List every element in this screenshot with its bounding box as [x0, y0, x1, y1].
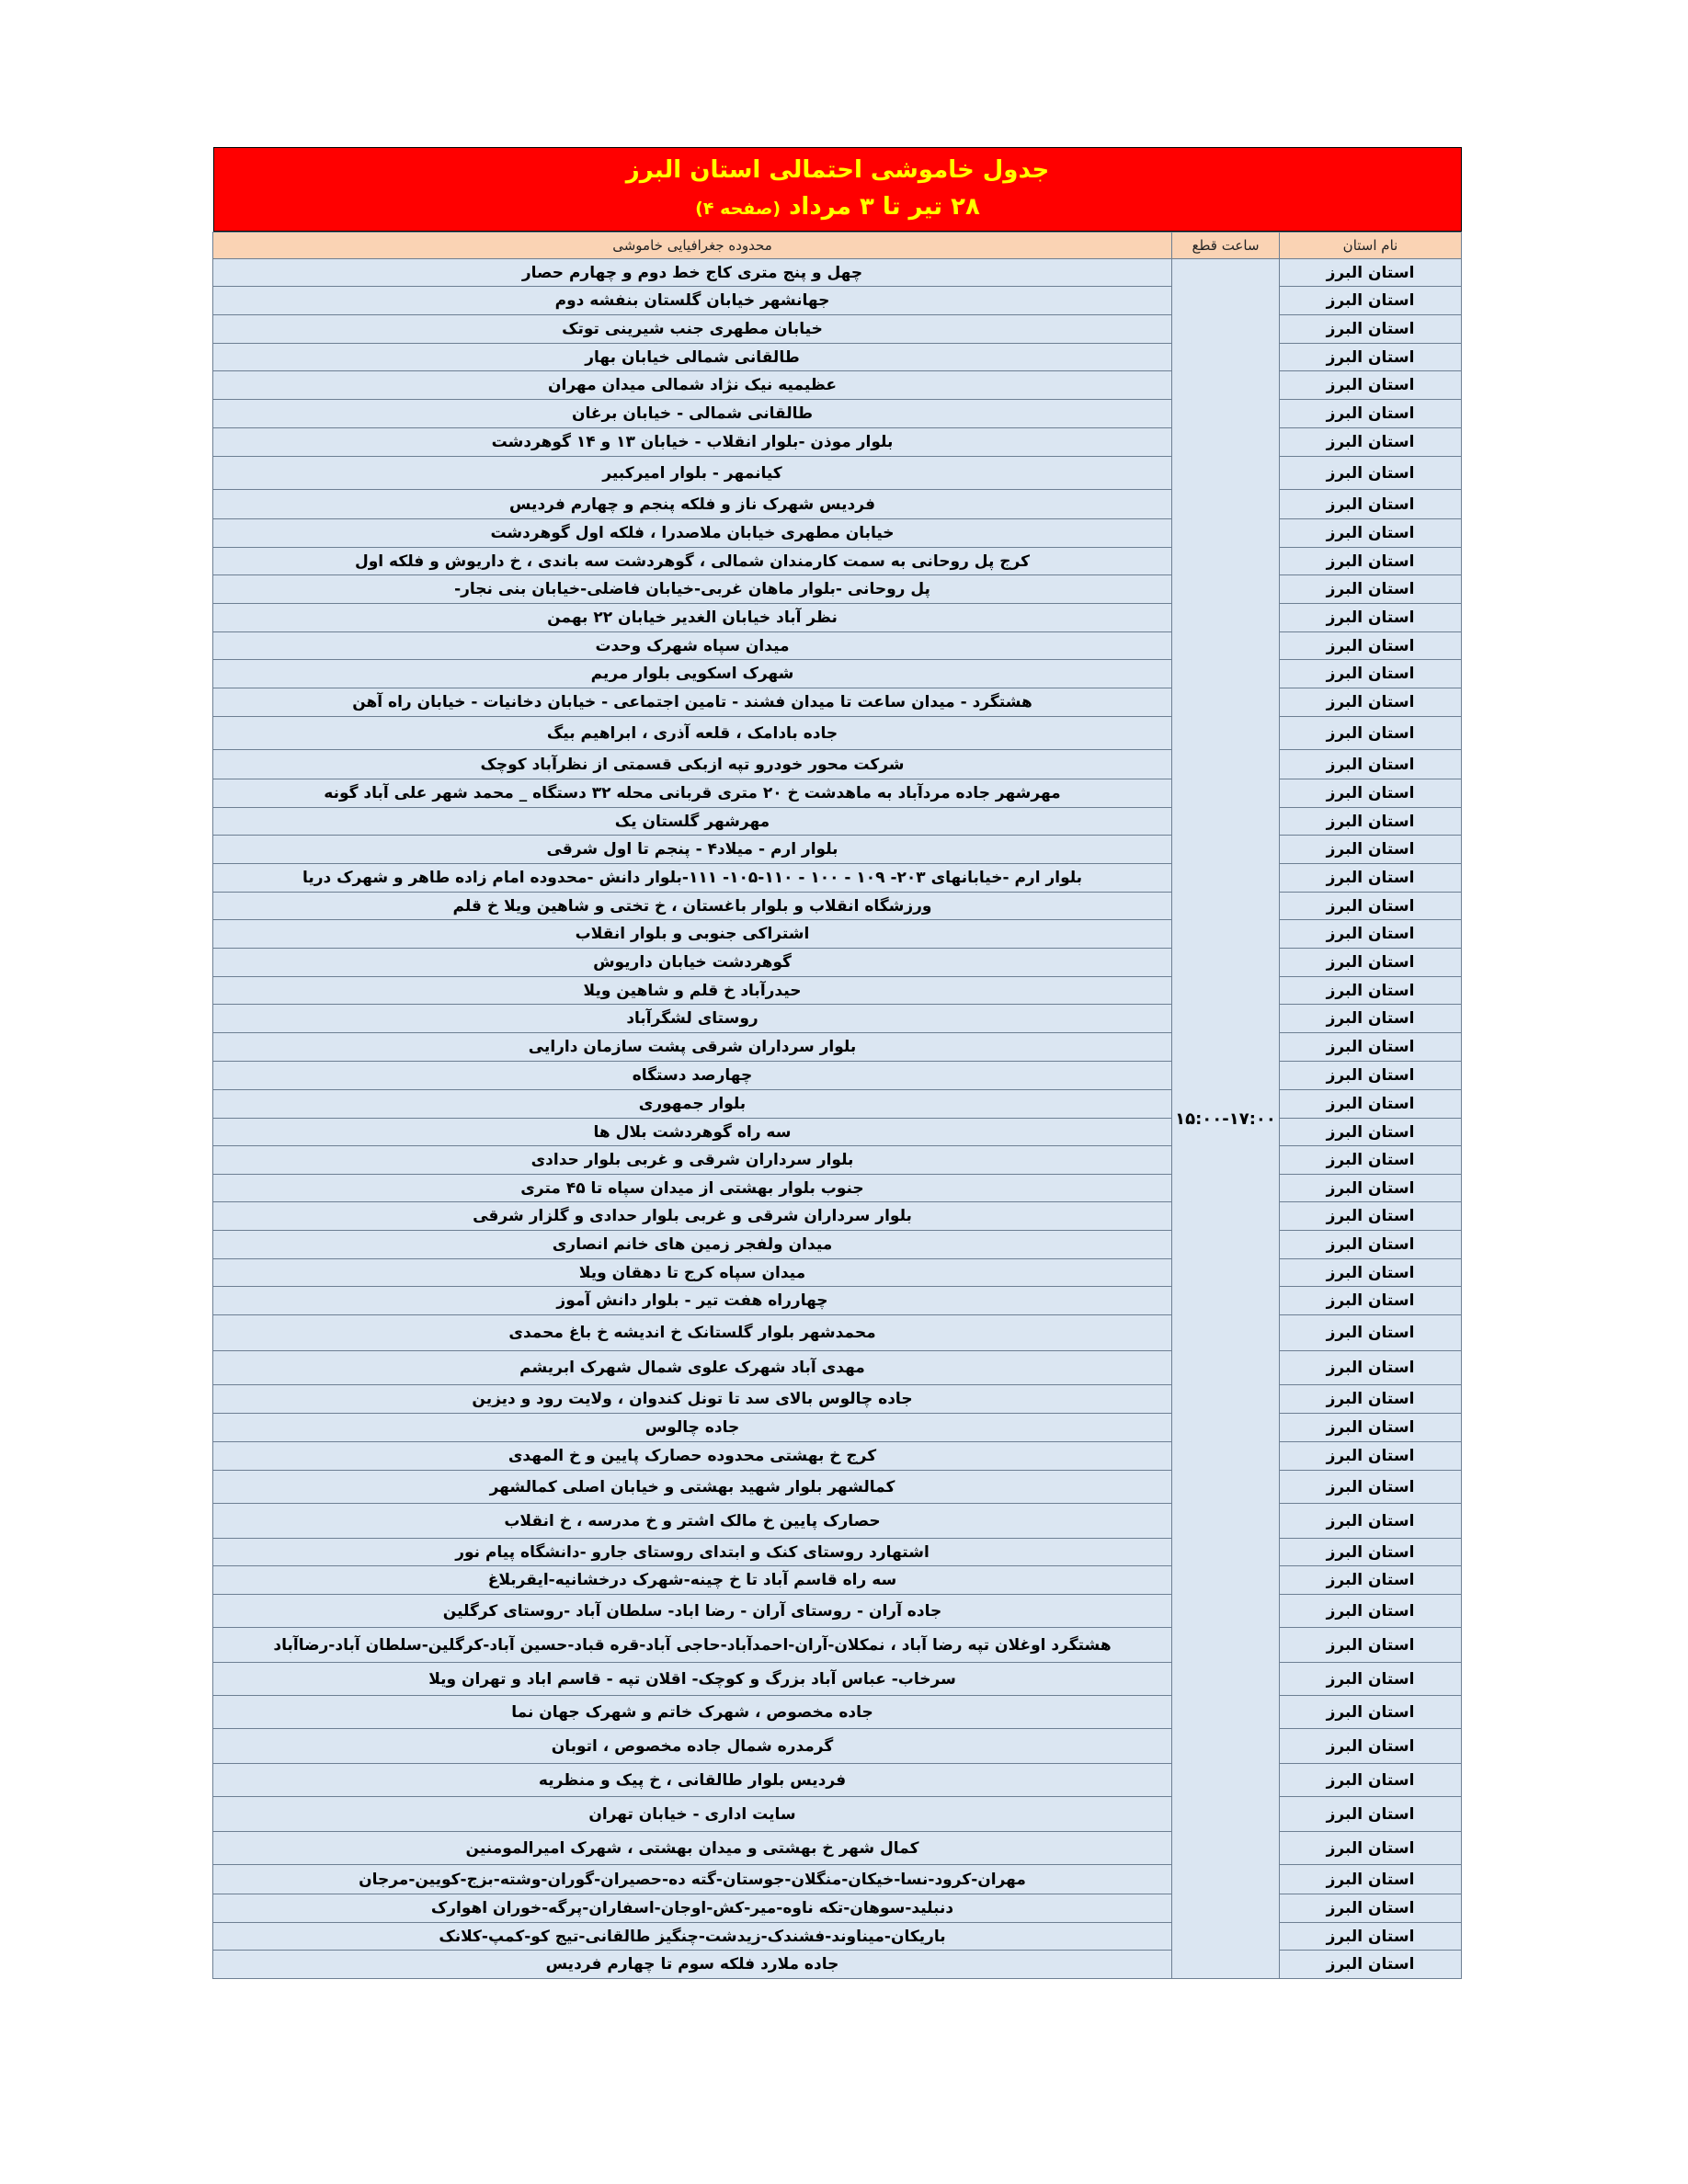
header-time: ساعت قطع	[1172, 233, 1280, 259]
table-body	[213, 259, 1462, 1979]
area-cell: بلوار موذن -بلوار انقلاب - خیابان ۱۳ و ۱۴ گوهردشت	[213, 428, 1172, 457]
province-cell: استان البرز	[1280, 1414, 1462, 1442]
area-cell: اشتهارد روستای کنک و ابتدای روستای جارو -دانشگاه پیام نور	[213, 1539, 1172, 1566]
area-cell: چهارراه هفت تیر - بلوار دانش آموز	[213, 1287, 1172, 1315]
province-cell: استان البرز	[1280, 344, 1462, 371]
title-line-1: جدول خاموشی احتمالی استان البرز	[625, 156, 1050, 184]
area-cell: جنوب بلوار بهشتی از میدان سپاه تا ۴۵ متری	[213, 1175, 1172, 1202]
header-area: محدوده جغرافیایی خاموشی	[213, 233, 1172, 259]
area-cell: جاده ملارد فلکه سوم تا چهارم فردیس	[213, 1951, 1172, 1979]
area-cell: خیابان مطهری جنب شیرینی توتک	[213, 315, 1172, 344]
area-cell: بلوار ارم -خیابانهای ۲۰۳- ۱۰۹ - ۱۰۰ - ۱۱۰-۱۰۵- ۱۱۱-بلوار دانش -محدوده امام زاده طاهر و شهرک دریا	[213, 864, 1172, 893]
table-row	[213, 259, 1462, 287]
province-cell: استان البرز	[1280, 548, 1462, 575]
province-cell: استان البرز	[1280, 428, 1462, 457]
province-cell: استان البرز	[1280, 1385, 1462, 1414]
title-line-2	[695, 188, 980, 227]
area-cell: عظیمیه نیک نژاد شمالی میدان مهران	[213, 371, 1172, 400]
area-cell: هشتگرد - میدان ساعت تا میدان فشند - تامین اجتماعی - خیابان دخانیات - خیابان راه آهن	[213, 688, 1172, 717]
area-cell: کیانمهر - بلوار امیرکبیر	[213, 457, 1172, 490]
area-cell: سایت اداری - خیابان تهران	[213, 1797, 1172, 1832]
area-cell: سه راه قاسم آباد تا خ چینه-شهرک درخشانیه-ایقربلاغ	[213, 1566, 1172, 1595]
area-cell: طالقانی شمالی خیابان بهار	[213, 344, 1172, 371]
title-banner	[213, 147, 1462, 232]
area-cell: بلوار جمهوری	[213, 1090, 1172, 1119]
area-cell: جاده بادامک ، قلعه آذری ، ابراهیم بیگ	[213, 717, 1172, 750]
province-cell: استان البرز	[1280, 1539, 1462, 1566]
area-cell: بلوار سرداران شرقی و غربی بلوار حدادی و گلزار شرقی	[213, 1202, 1172, 1231]
province-cell: استان البرز	[1280, 1663, 1462, 1696]
page-note: (صفحه ۴)	[695, 199, 781, 219]
area-cell: جهانشهر خیابان گلستان بنفشه دوم	[213, 287, 1172, 315]
province-cell: استان البرز	[1280, 688, 1462, 717]
province-cell: استان البرز	[1280, 836, 1462, 864]
province-cell: استان البرز	[1280, 660, 1462, 688]
province-cell: استان البرز	[1280, 1628, 1462, 1663]
outage-table	[212, 232, 1462, 1979]
area-cell: هشتگرد اوغلان تپه رضا آباد ، نمکلان-آران-احمدآباد-حاجی آباد-قره قباد-حسین آباد-کرگلین-سلطان آباد-رضاآباد	[213, 1628, 1172, 1663]
province-cell: استان البرز	[1280, 519, 1462, 548]
province-cell: استان البرز	[1280, 1175, 1462, 1202]
area-cell: گوهردشت خیابان داریوش	[213, 949, 1172, 977]
area-cell: کمال شهر خ بهشتی و میدان بهشتی ، شهرک امیرالمومنین	[213, 1832, 1172, 1865]
area-cell: خیابان مطهری خیابان ملاصدرا ، فلکه اول گوهردشت	[213, 519, 1172, 548]
province-cell: استان البرز	[1280, 1504, 1462, 1539]
province-cell: استان البرز	[1280, 1566, 1462, 1595]
area-cell: اشتراکی جنوبی و بلوار انقلاب	[213, 920, 1172, 949]
header-province: نام استان	[1280, 233, 1462, 259]
province-cell: استان البرز	[1280, 259, 1462, 287]
province-cell: استان البرز	[1280, 1595, 1462, 1628]
area-cell: چهل و پنج متری کاج خط دوم و چهارم حصار	[213, 259, 1172, 287]
area-cell: مهرشهر گلستان یک	[213, 808, 1172, 836]
area-cell: سرخاب- عباس آباد بزرگ و کوچک- اقلان تپه - قاسم اباد و تهران ویلا	[213, 1663, 1172, 1696]
province-cell: استان البرز	[1280, 1146, 1462, 1175]
province-cell: استان البرز	[1280, 1315, 1462, 1351]
area-cell: سه راه گوهردشت بلال ها	[213, 1119, 1172, 1146]
province-cell: استان البرز	[1280, 1729, 1462, 1764]
area-cell: روستای لشگرآباد	[213, 1005, 1172, 1033]
province-cell: استان البرز	[1280, 1797, 1462, 1832]
area-cell: ورزشگاه انقلاب و بلوار باغستان ، خ تختی و شاهین ویلا خ قلم	[213, 893, 1172, 920]
province-cell: استان البرز	[1280, 750, 1462, 779]
province-cell: استان البرز	[1280, 490, 1462, 519]
area-cell: شرکت محور خودرو تپه ازبکی قسمتی از نظرآباد کوچک	[213, 750, 1172, 779]
province-cell: استان البرز	[1280, 808, 1462, 836]
area-cell: بلوار سرداران شرقی پشت سازمان دارایی	[213, 1033, 1172, 1062]
area-cell: پل روحانی -بلوار ماهان غربی-خیابان فاضلی-خیابان بنی نجار-	[213, 575, 1172, 604]
province-cell: استان البرز	[1280, 1090, 1462, 1119]
province-cell: استان البرز	[1280, 1033, 1462, 1062]
area-cell: بلوار سرداران شرقی و غربی بلوار حدادی	[213, 1146, 1172, 1175]
province-cell: استان البرز	[1280, 457, 1462, 490]
area-cell: فردیس بلوار طالقانی ، خ پیک و منظریه	[213, 1764, 1172, 1797]
area-cell: فردیس شهرک ناز و فلکه پنجم و چهارم فردیس	[213, 490, 1172, 519]
province-cell: استان البرز	[1280, 1865, 1462, 1894]
province-cell: استان البرز	[1280, 717, 1462, 750]
area-cell: طالقانی شمالی - خیابان برغان	[213, 400, 1172, 428]
province-cell: استان البرز	[1280, 575, 1462, 604]
province-cell: استان البرز	[1280, 315, 1462, 344]
province-cell: استان البرز	[1280, 287, 1462, 315]
area-cell: مهرشهر جاده مردآباد به ماهدشت خ ۲۰ متری قربانی محله ۳۲ دستگاه _ محمد شهر علی آباد گونه	[213, 779, 1172, 808]
province-cell: استان البرز	[1280, 1259, 1462, 1287]
province-cell: استان البرز	[1280, 1062, 1462, 1090]
area-cell: حصارک پایین خ مالک اشتر و خ مدرسه ، خ انقلاب	[213, 1504, 1172, 1539]
province-cell: استان البرز	[1280, 371, 1462, 400]
province-cell: استان البرز	[1280, 949, 1462, 977]
province-cell: استان البرز	[1280, 920, 1462, 949]
area-cell: کرج پل روحانی به سمت کارمندان شمالی ، گوهردشت سه باندی ، خ داریوش و فلکه اول	[213, 548, 1172, 575]
date-range: ۲۸ تیر تا ۳ مرداد	[789, 193, 980, 221]
area-cell: بلوار ارم - میلاد۴ - پنجم تا اول شرقی	[213, 836, 1172, 864]
province-cell: استان البرز	[1280, 779, 1462, 808]
area-cell: کمالشهر بلوار شهید بهشتی و خیابان اصلی کمالشهر	[213, 1471, 1172, 1504]
province-cell: استان البرز	[1280, 1231, 1462, 1259]
area-cell: جاده چالوس	[213, 1414, 1172, 1442]
area-cell: جاده آران - روستای آران - رضا اباد- سلطان آباد -روستای کرگلین	[213, 1595, 1172, 1628]
province-cell: استان البرز	[1280, 1287, 1462, 1315]
area-cell: جاده چالوس بالای سد تا تونل کندوان ، ولایت رود و دیزین	[213, 1385, 1172, 1414]
area-cell: شهرک اسکویی بلوار مریم	[213, 660, 1172, 688]
province-cell: استان البرز	[1280, 1894, 1462, 1923]
area-cell: چهارصد دستگاه	[213, 1062, 1172, 1090]
area-cell: محمدشهر بلوار گلستانک خ اندیشه خ باغ محمدی	[213, 1315, 1172, 1351]
area-cell: میدان سپاه کرج تا دهقان ویلا	[213, 1259, 1172, 1287]
area-cell: نظر آباد خیابان الغدیر خیابان ۲۲ بهمن	[213, 604, 1172, 632]
area-cell: حیدرآباد خ قلم و شاهین ویلا	[213, 977, 1172, 1005]
province-cell: استان البرز	[1280, 1442, 1462, 1471]
province-cell: استان البرز	[1280, 977, 1462, 1005]
province-cell: استان البرز	[1280, 1923, 1462, 1951]
province-cell: استان البرز	[1280, 1696, 1462, 1729]
province-cell: استان البرز	[1280, 632, 1462, 660]
header-row	[213, 233, 1462, 259]
outage-time-cell: ۱۵:۰۰-۱۷:۰۰	[1172, 259, 1280, 1979]
province-cell: استان البرز	[1280, 1202, 1462, 1231]
province-cell: استان البرز	[1280, 604, 1462, 632]
area-cell: میدان سپاه شهرک وحدت	[213, 632, 1172, 660]
province-cell: استان البرز	[1280, 1119, 1462, 1146]
province-cell: استان البرز	[1280, 1951, 1462, 1979]
area-cell: کرج خ بهشتی محدوده حصارک پایین و خ المهدی	[213, 1442, 1172, 1471]
area-cell: میدان ولفجر زمین های خانم انصاری	[213, 1231, 1172, 1259]
area-cell: مهران-کرود-نسا-خیکان-منگلان-جوستان-گته ده-حصیران-گوران-وشته-بزج-کویین-مرجان	[213, 1865, 1172, 1894]
area-cell: باریکان-میناوند-فشندک-زیدشت-چنگیز طالقانی-تیج کو-کمپ-کلانک	[213, 1923, 1172, 1951]
province-cell: استان البرز	[1280, 400, 1462, 428]
area-cell: مهدی آباد شهرک علوی شمال شهرک ابریشم	[213, 1351, 1172, 1385]
area-cell: گرمدره شمال جاده مخصوص ، اتوبان	[213, 1729, 1172, 1764]
province-cell: استان البرز	[1280, 893, 1462, 920]
province-cell: استان البرز	[1280, 1005, 1462, 1033]
province-cell: استان البرز	[1280, 1832, 1462, 1865]
province-cell: استان البرز	[1280, 1351, 1462, 1385]
area-cell: جاده مخصوص ، شهرک خاتم و شهرک جهان نما	[213, 1696, 1172, 1729]
province-cell: استان البرز	[1280, 864, 1462, 893]
province-cell: استان البرز	[1280, 1471, 1462, 1504]
outage-schedule-sheet	[213, 147, 1462, 1979]
area-cell: دنبلید-سوهان-تکه ناوه-میر-کش-اوجان-اسفاران-پرگه-خوران اهوارک	[213, 1894, 1172, 1923]
province-cell: استان البرز	[1280, 1764, 1462, 1797]
